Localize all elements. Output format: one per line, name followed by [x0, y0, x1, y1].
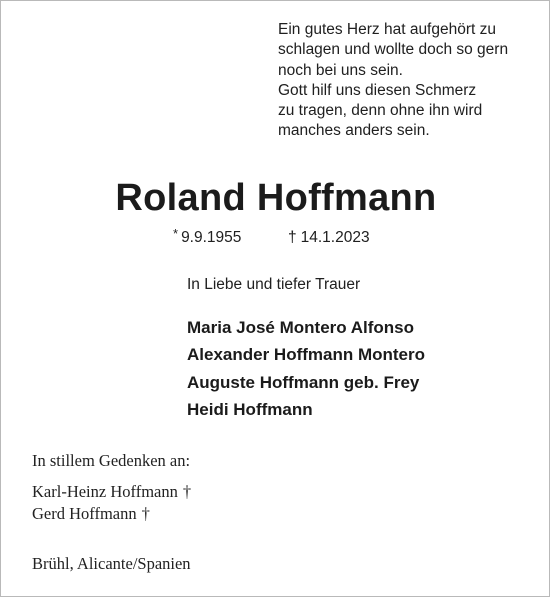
poem-line: schlagen und wollte doch so gern [278, 41, 509, 59]
cross-icon: † [141, 504, 150, 523]
death-date: 14.1.2023 [300, 229, 370, 246]
memory-item [32, 481, 191, 503]
mourning-intro: In Liebe und tiefer Trauer [187, 276, 361, 293]
memory-item [32, 503, 191, 525]
memorial-poem [278, 20, 540, 142]
mourner-name: Alexander Hoffmann Montero [187, 345, 426, 365]
mourner-list [187, 314, 425, 423]
mourner-name: Auguste Hoffmann geb. Frey [187, 372, 420, 392]
poem-line: noch bei uns sein. [278, 61, 403, 79]
birth-star-icon: * [173, 226, 179, 241]
mourner-name: Maria José Montero Alfonso [187, 318, 415, 337]
poem-line: Ein gutes Herz hat aufgehört zu [278, 21, 496, 38]
memory-list [32, 481, 191, 525]
poem-line: manches anders sein. [278, 122, 430, 140]
location: Brühl, Alicante/Spanien [32, 554, 191, 573]
mourner-name: Heidi Hoffmann [187, 399, 313, 419]
poem-line: Gott hilf uns diesen Schmerz [278, 81, 477, 99]
birth-date: 9.9.1955 [181, 229, 242, 246]
memory-name: Karl-Heinz Hoffmann [32, 482, 178, 501]
birth-date-group [173, 226, 242, 247]
death-cross-icon: † [288, 229, 297, 246]
life-dates [1, 226, 550, 253]
deceased-name: Roland Hoffmann [115, 177, 437, 219]
poem-line: zu tragen, denn ohne ihn wird [278, 102, 483, 120]
cross-icon: † [182, 482, 192, 501]
memory-heading: In stillem Gedenken an: [32, 451, 191, 470]
death-date-group [288, 229, 370, 247]
memory-name: Gerd Hoffmann [32, 504, 137, 523]
